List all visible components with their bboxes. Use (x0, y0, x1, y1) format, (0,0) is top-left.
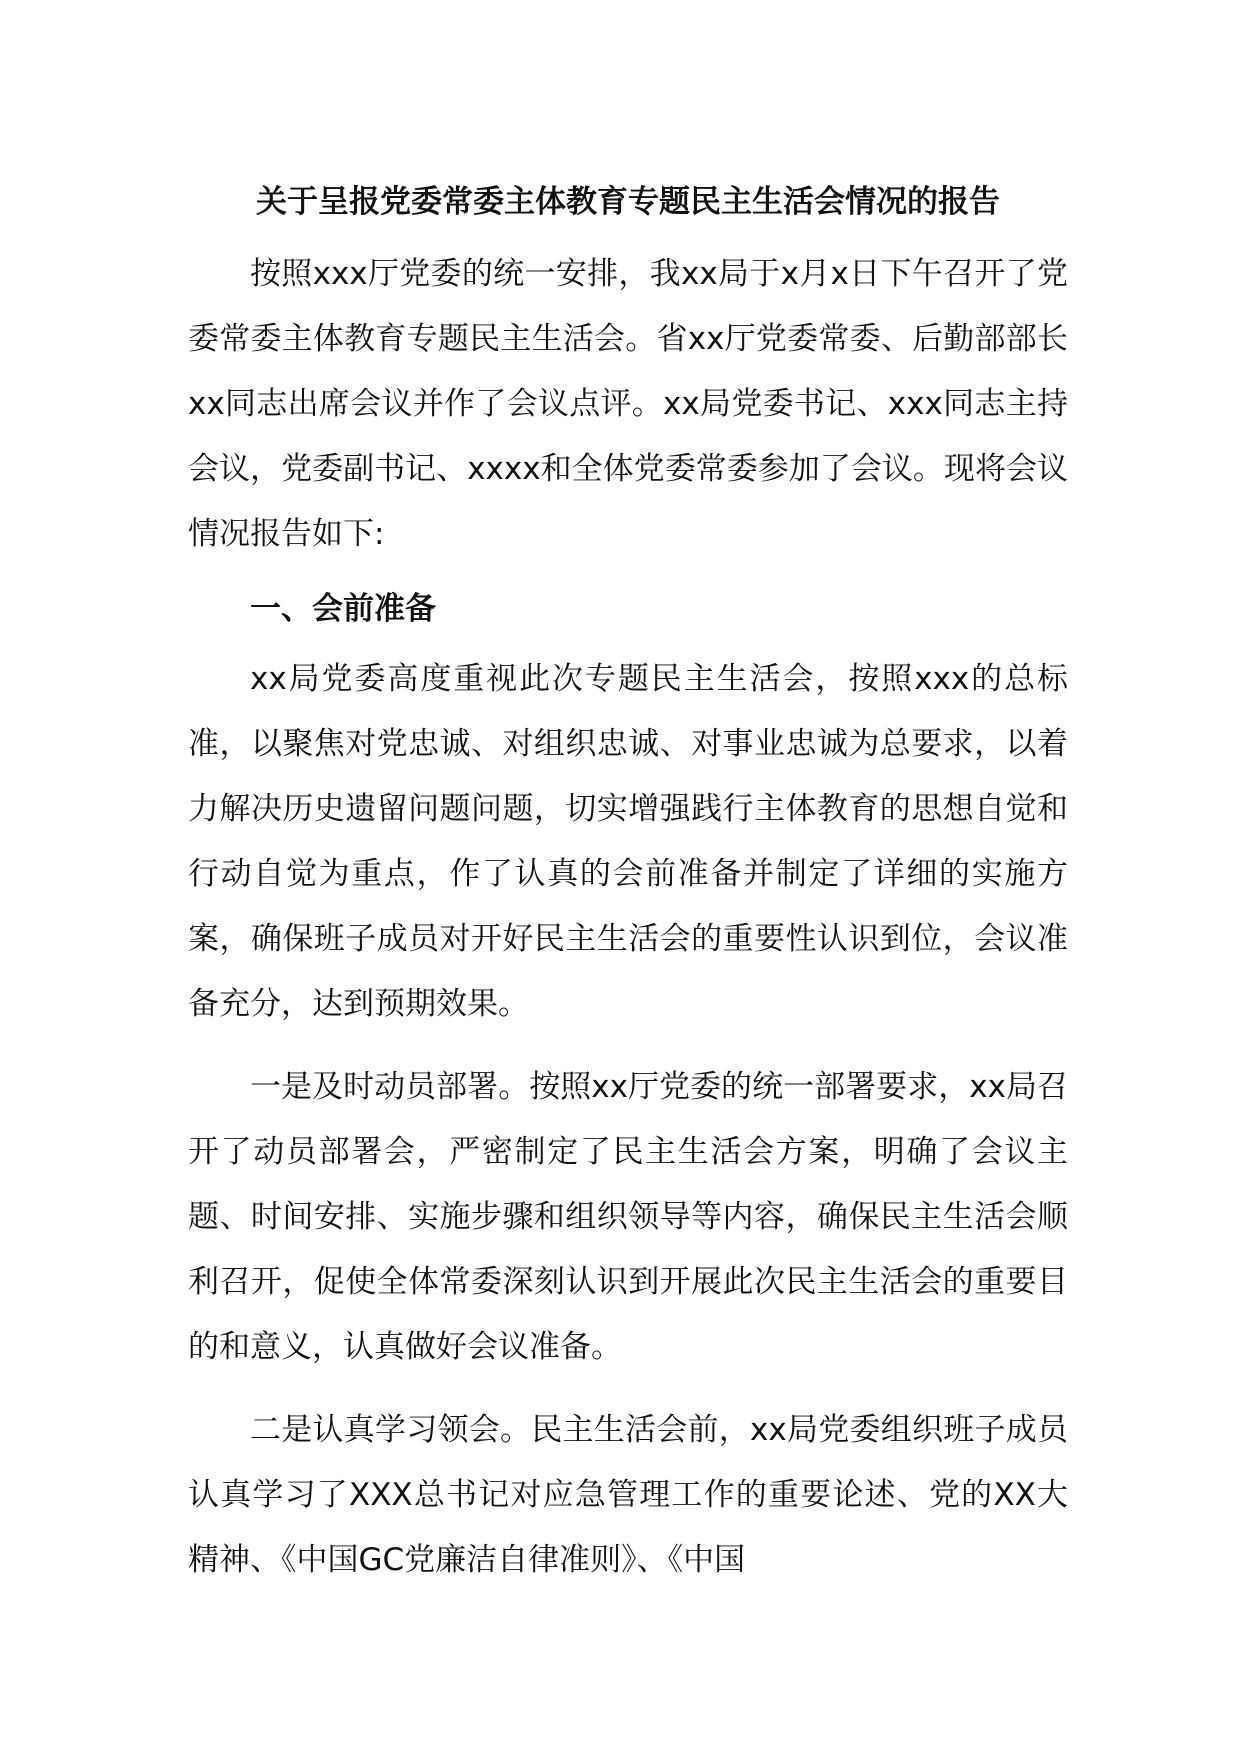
intro-paragraph: 按照xxx厅党委的统一安排，我xx局于x月x日下午召开了党委常委主体教育专题民主生活会。省xx厅党委常委、后勤部部长xx同志出席会议并作了会议点评。xx局党委书记、xxx同志主持会议，党委副书记、xxxx和全体党委常委参加了会议。现将会议情况报告如下: (188, 256, 1068, 552)
document-body (188, 180, 1068, 1593)
section-heading-preparation: 一、会前准备 (250, 591, 436, 627)
point-mobilization-paragraph: 一是及时动员部署。按照xx厅党委的统一部署要求，xx局召开了动员部署会，严密制定了民主生活会方案，明确了会议主题、时间安排、实施步骤和组织领导等内容，确保民主生活会顺利召开，促使全体常委深刻认识到开展此次民主生活会的重要目的和意义，认真做好会议准备。 (188, 1069, 1068, 1365)
point-study-paragraph: 二是认真学习领会。民主生活会前，xx局党委组织班子成员认真学习了XXX总书记对应急管理工作的重要论述、党的XX大精神、《中国GC党廉洁自律准则》、《中国 (188, 1412, 1068, 1578)
section-preparation-paragraph: xx局党委高度重视此次专题民主生活会，按照xxx的总标准，以聚焦对党忠诚、对组织忠诚、对事业忠诚为总要求，以着力解决历史遗留问题问题，切实增强践行主体教育的思想自觉和行动自觉为重点，作了认真的会前准备并制定了详细的实施方案，确保班子成员对开好民主生活会的重要性认识到位，会议准备充分，达到预期效果。 (188, 661, 1068, 1022)
document-title: 关于呈报党委常委主体教育专题民主生活会情况的报告 (256, 184, 1000, 220)
